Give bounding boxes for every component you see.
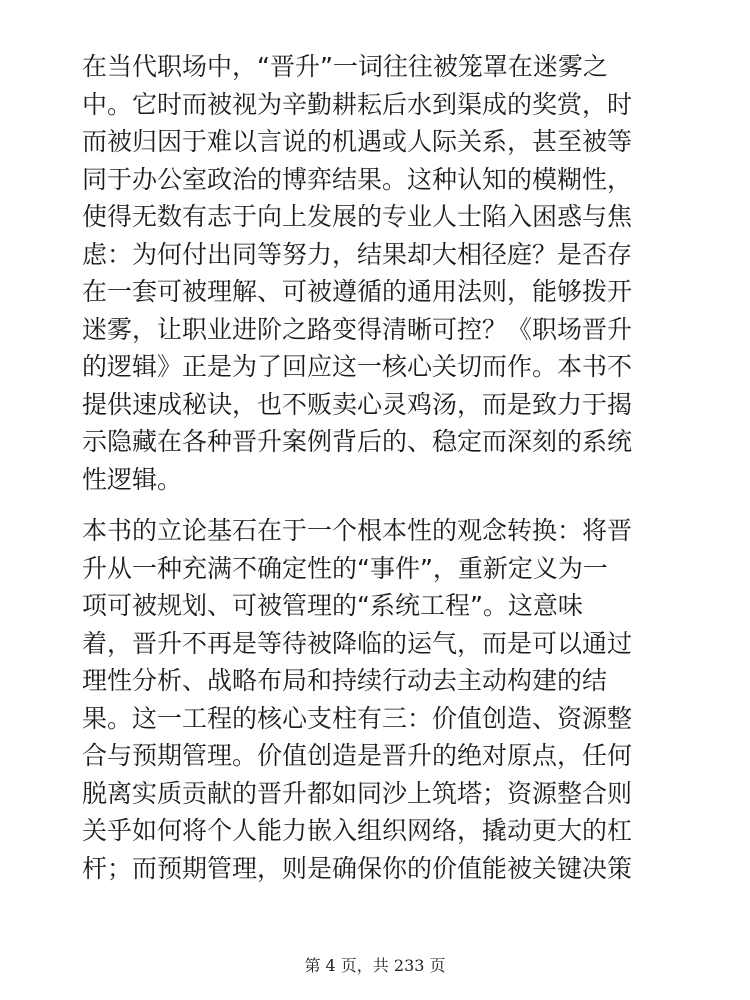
text-line: 理性分析、战略布局和持续行动去主动构建的结 [82, 666, 608, 695]
text-line: 虑：为何付出同等努力，结果却大相径庭？是否存 [82, 239, 633, 269]
text-line: 迷雾，让职业进阶之路变得清晰可控？《职场晋升 [82, 314, 633, 344]
text-line: 项可被规划、可被管理的“系统工程”。这意味 [82, 591, 583, 620]
text-line: 在当代职场中，“晋升”一词往往被笼罩在迷雾之 [82, 52, 608, 81]
text-line: 性逻辑。 [82, 464, 183, 494]
text-line: 着，晋升不再是等待被降临的运气，而是可以通过 [82, 628, 633, 658]
text-line: 合与预期管理。价值创造是晋升的绝对原点，任何 [82, 741, 633, 770]
body-text [82, 48, 682, 887]
text-line: 而被归因于难以言说的机遇或人际关系，甚至被等 [82, 127, 633, 156]
text-line: 脱离实质贡献的晋升都如同沙上筑塔；资源整合则 [82, 778, 633, 808]
text-line: 提供速成秘诀，也不贩卖心灵鸡汤，而是致力于揭 [82, 389, 633, 419]
page-number-footer: 第 4 页，共 233 页 [304, 956, 446, 975]
text-line: 中。它时而被视为辛勤耕耘后水到渠成的奖赏，时 [82, 89, 633, 119]
paragraph-1 [82, 48, 682, 498]
text-line: 杆；而预期管理，则是确保你的价值能被关键决策 [82, 853, 633, 883]
text-line: 关乎如何将个人能力嵌入组织网络，撬动更大的杠 [82, 816, 633, 845]
text-line: 使得无数有志于向上发展的专业人士陷入困惑与焦 [82, 202, 633, 231]
paragraph-2 [82, 512, 682, 887]
text-line: 升从一种充满不确定性的“事件”，重新定义为一 [82, 553, 608, 583]
text-line: 果。这一工程的核心支柱有三：价值创造、资源整 [82, 703, 633, 733]
text-line: 示隐藏在各种晋升案例背后的、稳定而深刻的系统 [82, 427, 633, 456]
text-line: 本书的立论基石在于一个根本性的观念转换：将晋 [82, 516, 633, 545]
text-line: 在一套可被理解、可被遵循的通用法则，能够拨开 [82, 277, 633, 306]
text-line: 的逻辑》正是为了回应这一核心关切而作。本书不 [82, 352, 633, 381]
text-line: 同于办公室政治的博弈结果。这种认知的模糊性， [82, 164, 633, 194]
